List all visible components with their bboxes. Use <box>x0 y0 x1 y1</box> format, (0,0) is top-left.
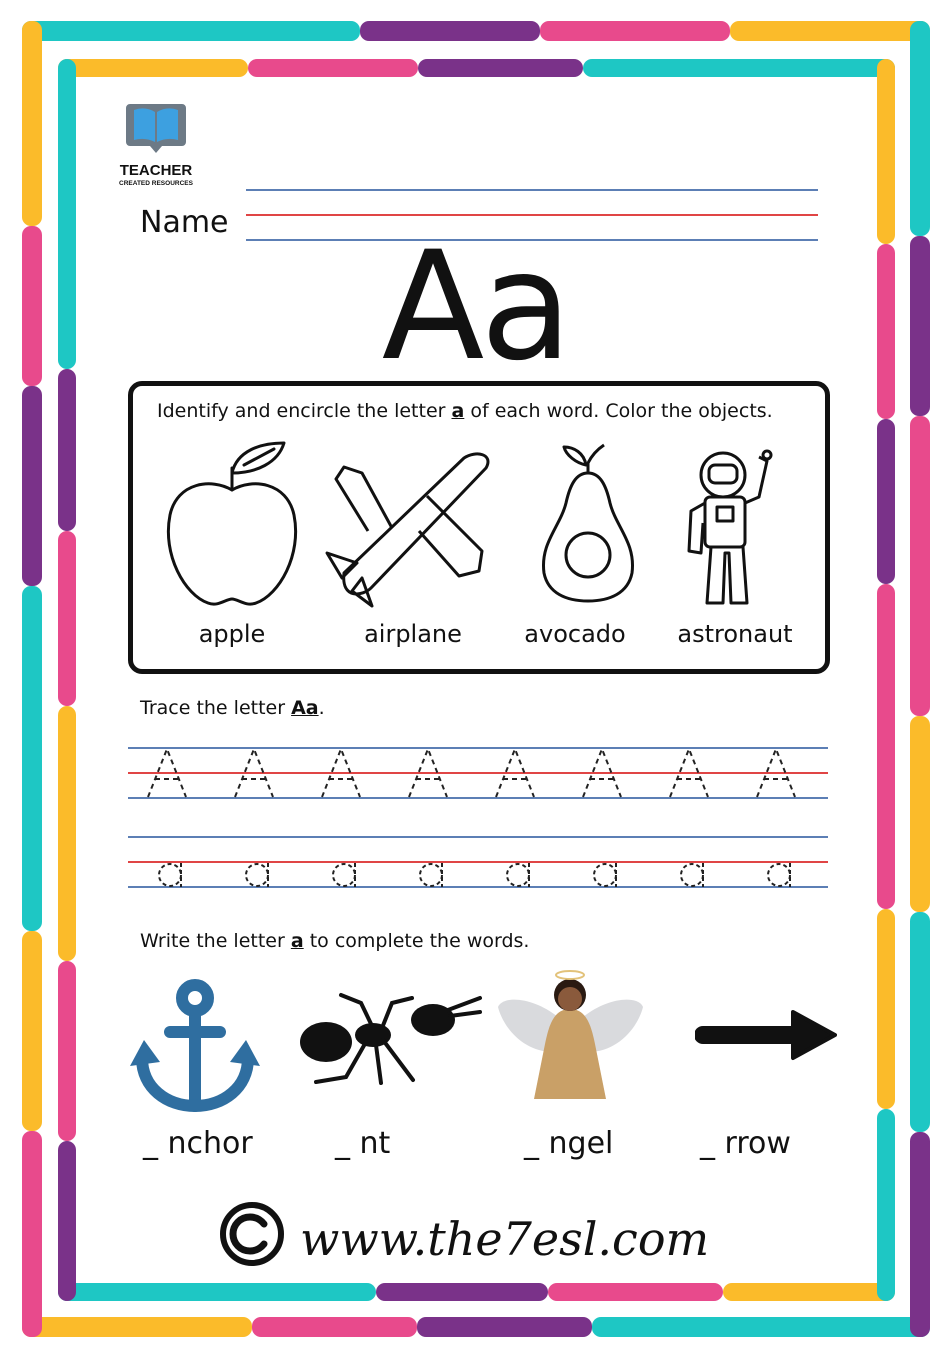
trace-instruction <box>140 697 325 719</box>
ant-icon <box>298 990 483 1085</box>
traced-letter-upper <box>322 749 360 797</box>
traced-letter-lower <box>594 864 616 886</box>
instruction-letter: a <box>290 930 304 952</box>
traced-letter-lower <box>159 864 181 886</box>
word-arrow: _ rrow <box>700 1126 791 1161</box>
title-letter: Aa <box>381 220 569 394</box>
traced-letter-lower <box>333 864 355 886</box>
logo-line2: CREATED RESOURCES <box>119 180 193 187</box>
apple-icon <box>160 435 305 610</box>
instruction-text-end: of each word. Color the objects. <box>464 400 773 422</box>
instruction-text-end: . <box>318 697 325 719</box>
instruction-letter: Aa <box>291 697 319 719</box>
traced-letter-upper <box>496 749 534 797</box>
word-anchor: _ nchor <box>143 1126 253 1161</box>
traced-letter-upper <box>757 749 795 797</box>
astronaut-icon <box>683 445 788 610</box>
instruction-text: Write the letter <box>140 930 291 952</box>
word-astronaut: astronaut <box>677 620 793 648</box>
instruction-letter: a <box>451 400 465 422</box>
traced-letter-upper <box>235 749 273 797</box>
traced-letter-lower <box>420 864 442 886</box>
traced-letter-upper <box>409 749 447 797</box>
traced-letter-lower <box>507 864 529 886</box>
logo-line1: TEACHER <box>119 162 193 179</box>
word-airplane: airplane <box>364 620 462 648</box>
angel-icon <box>498 967 643 1107</box>
word-apple: apple <box>198 620 266 648</box>
book-icon <box>100 92 212 162</box>
instruction-text: Identify and encircle the letter <box>157 400 452 422</box>
word-ant: _ nt <box>335 1126 391 1161</box>
identify-instruction <box>157 400 773 422</box>
trace-row-upper <box>140 745 820 805</box>
airplane-icon <box>322 448 502 613</box>
anchor-icon <box>130 978 260 1116</box>
instruction-text: Trace the letter <box>140 697 292 719</box>
copyright-icon <box>218 1200 286 1268</box>
name-label: Name <box>140 205 229 240</box>
traced-letter-upper <box>583 749 621 797</box>
website-url: www.the7esl.com <box>300 1212 710 1266</box>
traced-letter-upper <box>670 749 708 797</box>
publisher-logo <box>100 92 212 204</box>
word-angel: _ ngel <box>524 1126 614 1161</box>
avocado-icon <box>538 443 638 603</box>
traced-letter-upper <box>148 749 186 797</box>
trace-row-lower <box>140 855 820 895</box>
arrow-icon <box>695 1008 837 1063</box>
traced-letter-lower <box>768 864 790 886</box>
word-avocado: avocado <box>524 620 626 648</box>
traced-letter-lower <box>246 864 268 886</box>
write-instruction <box>140 930 529 952</box>
instruction-text-end: to complete the words. <box>303 930 530 952</box>
traced-letter-lower <box>681 864 703 886</box>
